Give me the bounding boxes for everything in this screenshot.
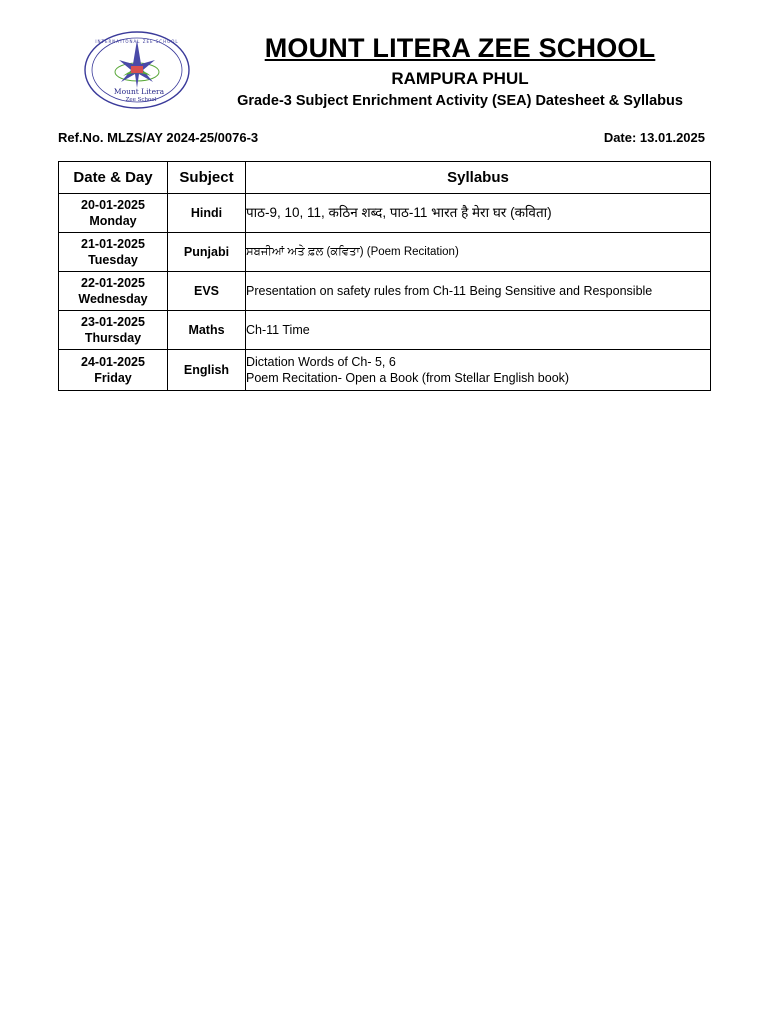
row-date: 20-01-2025 (81, 198, 145, 212)
subject-cell: English (168, 350, 246, 391)
table-row (59, 194, 711, 233)
school-name: MOUNT LITERA ZEE SCHOOL (264, 33, 656, 63)
syllabus-cell (246, 194, 711, 233)
date-cell (59, 350, 168, 391)
logo-ring-text: INTERNATIONAL ZEE SCHOOL (95, 39, 179, 44)
date-cell (59, 233, 168, 272)
syllabus-line: ਸਬਜੀਆਂ ਅਤੇ ਫ਼ਲ (ਕਵਿਤਾ) (Poem Recitation) (246, 246, 459, 258)
syllabus-cell (246, 233, 711, 272)
subject-cell: EVS (168, 272, 246, 311)
syllabus-line: Poem Recitation- Open a Book (from Stellar English book) (246, 371, 570, 385)
date-cell (59, 311, 168, 350)
row-date: 23-01-2025 (81, 315, 145, 329)
syllabus-line: पाठ-9, 10, 11, कठिन शब्द, पाठ-11 भारत है मेरा घर (कविता) (246, 205, 552, 220)
row-day: Thursday (84, 331, 142, 345)
reference-number: Ref.No. MLZS/AY 2024-25/0076-3 (58, 130, 259, 145)
date-cell (59, 272, 168, 311)
logo-text-line1: Mount Litera (113, 87, 165, 96)
row-date: 22-01-2025 (81, 276, 145, 290)
document-subtitle: Grade-3 Subject Enrichment Activity (SEA) Datesheet & Syllabus (237, 93, 683, 109)
row-day: Tuesday (88, 253, 138, 267)
syllabus-line: Presentation on safety rules from Ch-11 Being Sensitive and Responsible (246, 284, 653, 298)
datesheet-table (58, 161, 711, 391)
table-row (59, 272, 711, 311)
column-header-date: Date & Day (59, 162, 168, 194)
table-row (59, 233, 711, 272)
syllabus-line: Dictation Words of Ch- 5, 6 (246, 355, 396, 369)
row-day: Wednesday (78, 292, 148, 306)
column-header-subject: Subject (168, 162, 246, 194)
school-logo (83, 30, 191, 110)
school-logo-emblem-icon (83, 30, 191, 110)
syllabus-cell (246, 272, 711, 311)
subject-cell: Maths (168, 311, 246, 350)
table-row (59, 350, 711, 391)
row-day: Friday (94, 371, 132, 385)
syllabus-line: Ch-11 Time (246, 323, 310, 337)
row-day: Monday (89, 214, 137, 228)
row-date: 21-01-2025 (81, 237, 145, 251)
logo-text-line2: Zee School (125, 97, 157, 103)
table-header-row (59, 162, 711, 194)
school-branch: RAMPURA PHUL (391, 69, 529, 88)
table-row (59, 311, 711, 350)
subject-cell: Punjabi (168, 233, 246, 272)
syllabus-cell (246, 350, 711, 391)
issue-date: Date: 13.01.2025 (603, 130, 705, 145)
syllabus-cell (246, 311, 711, 350)
row-date: 24-01-2025 (81, 355, 145, 369)
subject-cell: Hindi (168, 194, 246, 233)
date-cell (59, 194, 168, 233)
column-header-syllabus: Syllabus (246, 162, 711, 194)
